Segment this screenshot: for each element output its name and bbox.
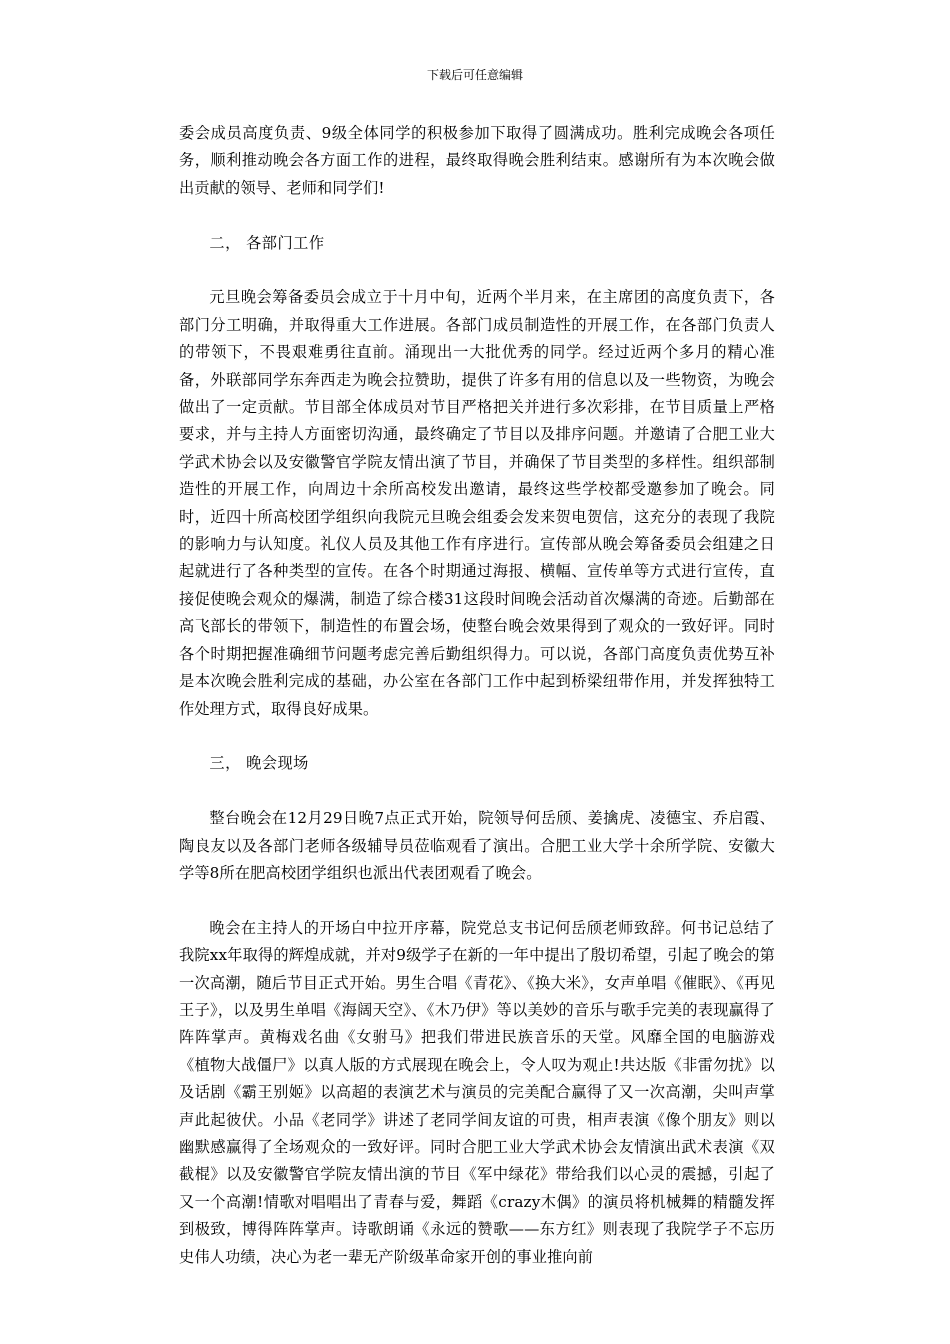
page-header-note: 下载后可任意编辑 [426,68,523,82]
paragraph-spacer [179,202,775,229]
paragraph-departments-work: 元旦晚会筹备委员会成立于十月中旬，近两个半月来，在主席团的高度负责下，各部门分工明确，并取得重大工作进展。各部门成员制造性的开展工作，在各部门负责人的带领下，不畏艰难勇往直前。涌现出一大批优秀的同学。经过近两个多月的精心准备，外联部同学东奔西走为晚会拉赞助，提供了许多有用的信息以及一些物资，为晚会做出了一定贡献。节目部全体成员对节目严格把关并进行多次彩排，在节目质量上严格要求，并与主持人方面密切沟通，最终确定了节目以及排序问题。并邀请了合肥工业大学武术协会以及安徽警官学院友情出演了节目，并确保了节目类型的多样性。组织部制造性的开展工作，向周边十余所高校发出邀请，最终这些学校都受邀参加了晚会。同时，近四十所高校团学组织向我院元旦晚会组委会发来贺电贺信，这充分的表现了我院的影响力与认知度。礼仪人员及其他工作有序进行。宣传部从晚会筹备委员会组建之日起就进行了各种类型的宣传。在各个时期通过海报、横幅、宣传单等方式进行宣传，直接促使晚会观众的爆满，制造了综合楼31这段时间晚会活动首次爆满的奇迹。后勤部在高飞部长的带领下，制造性的布置会场，使整台晚会效果得到了观众的一致好评。同时各个时期把握准确细节问题考虑完善后勤组织得力。可以说，各部门高度负责优势互补是本次晚会胜利完成的基础，办公室在各部门工作中起到桥梁纽带作用，并发挥独特工作处理方式，取得良好成果。 [179,288,775,718]
paragraph-spacer [179,723,775,750]
section-heading-departments: 二， 各部门工作 [209,233,325,252]
paragraph-closing-thanks: 委会成员高度负责、9级全体同学的积极参加下取得了圆满成功。胜利完成晚会各项任务，顺利推动晚会各方面工作的进程，最终取得晚会胜利结束。感谢所有为本次晚会做出贡献的领导、老师和同学们! [179,124,775,197]
document-body [179,120,775,1271]
paragraph-opening-guests: 整台晚会在12月29日晚7点正式开始，院领导何岳颀、姜擒虎、凌德宝、乔启霞、陶良友以及各部门老师各级辅导员莅临观看了演出。合肥工业大学十余所学院、安徽大学等8所在肥高校团学组织也派出代表团观看了晚会。 [179,809,775,882]
paragraph-performance-review: 晚会在主持人的开场白中拉开序幕，院党总支书记何岳颀老师致辞。何书记总结了我院xx年取得的辉煌成就，并对9级学子在新的一年中提出了殷切希望，引起了晚会的第一次高潮，随后节目正式开始。男生合唱《青花》、《换大米》，女声单唱《催眠》、《再见王子》，以及男生单唱《海阔天空》、《木乃伊》等以美妙的音乐与歌手完美的表现赢得了阵阵掌声。黄梅戏名曲《女驸马》把我们带进民族音乐的天堂。风靡全国的电脑游戏《植物大战僵尸》以真人版的方式展现在晚会上，令人叹为观止!共达版《非雷勿扰》以及话剧《霸王别姬》以高超的表演艺术与演员的完美配合赢得了又一次高潮，尖叫声掌声此起彼伏。小品《老同学》讲述了老同学间友谊的可贵，相声表演《像个朋友》则以幽默感赢得了全场观众的一致好评。同时合肥工业大学武术协会友情演出武术表演《双截棍》以及安徽警官学院友情出演的节目《军中绿花》带给我们以心灵的震撼，引起了又一个高潮!情歌对唱唱出了青春与爱，舞蹈《crazy木偶》的演员将机械舞的精髓发挥到极致，博得阵阵掌声。诗歌朗诵《永远的赞歌——东方红》则表现了我院学子不忘历史伟人功绩，决心为老一辈无产阶级革命家开创的事业推向前 [179,918,775,1266]
section-heading-venue: 三， 晚会现场 [209,754,309,773]
paragraph-spacer [179,257,775,284]
paragraph-spacer [179,778,775,805]
paragraph-spacer [179,887,775,914]
